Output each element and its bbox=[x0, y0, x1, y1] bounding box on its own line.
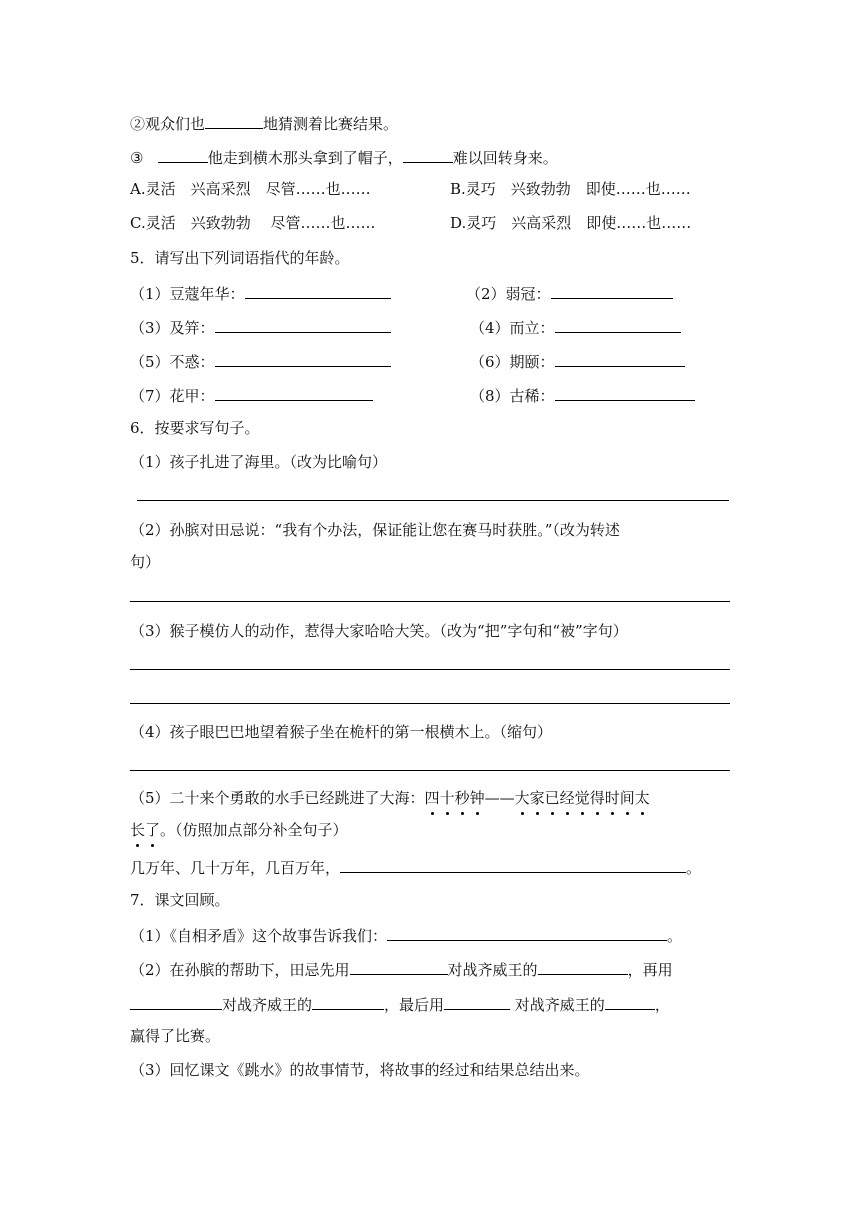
q7-title: 7．课文回顾。 bbox=[130, 891, 230, 909]
q6-sentence-2-line-2: 句） bbox=[130, 553, 161, 571]
q7-sentence-2-line-1: （2）在孙膑的帮助下，田忌先用 对战齐威王的 ，再用 bbox=[130, 958, 673, 980]
answer-line[interactable] bbox=[130, 770, 730, 771]
q6-title: 6．按要求写句子。 bbox=[130, 419, 260, 437]
q5-item-3: （3）及笄： bbox=[130, 316, 391, 338]
answer-blank[interactable] bbox=[403, 146, 453, 163]
q5-item-7: （7）花甲： bbox=[130, 384, 373, 406]
q6-sentence-5-fill: 几万年、几十万年，几百万年， 。 bbox=[130, 856, 701, 878]
q4-option-d[interactable]: D.灵巧 兴高采烈 即使……也…… bbox=[450, 214, 692, 232]
dotted-emphasis: 长了 bbox=[130, 821, 161, 839]
q5-item-8: （8）古稀： bbox=[470, 384, 695, 406]
q7-sentence-3: （3）回忆课文《跳水》的故事情节，将故事的经过和结果总结出来。 bbox=[130, 1061, 590, 1079]
q5-item-2: （2）弱冠： bbox=[466, 282, 673, 304]
answer-blank[interactable] bbox=[215, 316, 391, 333]
q4-sentence-3: ③ 他走到横木那头拿到了帽子， 难以回转身来。 bbox=[130, 146, 558, 168]
answer-line[interactable] bbox=[130, 669, 730, 670]
answer-blank[interactable] bbox=[130, 993, 222, 1010]
answer-blank[interactable] bbox=[312, 993, 384, 1010]
answer-blank[interactable] bbox=[245, 282, 391, 299]
q6-sentence-4: （4）孩子眼巴巴地望着猴子坐在桅杆的第一根横木上。（缩句） bbox=[130, 723, 553, 741]
q4-sentence-2: ②观众们也 地猜测着比赛结果。 bbox=[130, 112, 398, 134]
answer-blank[interactable] bbox=[387, 924, 667, 941]
answer-blank[interactable] bbox=[215, 350, 391, 367]
q7-sentence-2-line-3: 赢得了比赛。 bbox=[130, 1027, 221, 1045]
dotted-emphasis: 四十秒钟——大家已经觉得时间太 bbox=[424, 789, 650, 807]
q4-option-b[interactable]: B.灵巧 兴致勃勃 即使……也…… bbox=[450, 180, 691, 198]
q4-option-a[interactable]: A.灵活 兴高采烈 尽管……也…… bbox=[130, 180, 371, 198]
answer-blank[interactable] bbox=[350, 958, 448, 975]
q7-sentence-2-line-2: 对战齐威王的 ，最后用 对战齐威王的 ， bbox=[130, 993, 670, 1015]
q5-item-1: （1）豆蔻年华： bbox=[130, 282, 391, 304]
q5-item-5: （5）不惑： bbox=[130, 350, 391, 372]
answer-blank[interactable] bbox=[340, 856, 686, 873]
q6-sentence-5-line-1: （5）二十来个勇敢的水手已经跳进了大海：四十秒钟——大家已经觉得时间太 bbox=[130, 789, 650, 807]
answer-blank[interactable] bbox=[551, 282, 673, 299]
q6-sentence-2-line-1: （2）孙膑对田忌说：“我有个办法，保证能让您在赛马时获胜。”（改为转述 bbox=[130, 521, 620, 539]
answer-blank[interactable] bbox=[555, 350, 685, 367]
answer-blank[interactable] bbox=[538, 958, 628, 975]
q5-title: 5．请写出下列词语指代的年龄。 bbox=[130, 249, 350, 267]
answer-blank[interactable] bbox=[215, 384, 373, 401]
q7-sentence-1: （1）《自相矛盾》这个故事告诉我们： 。 bbox=[130, 924, 682, 946]
answer-line[interactable] bbox=[130, 703, 730, 704]
answer-blank[interactable] bbox=[158, 146, 208, 163]
answer-blank[interactable] bbox=[205, 112, 263, 129]
q6-sentence-3: （3）猴子模仿人的动作，惹得大家哈哈大笑。（改为“把”字句和“被”字句） bbox=[130, 622, 628, 640]
answer-line[interactable] bbox=[137, 500, 729, 501]
q5-item-6: （6）期颐： bbox=[470, 350, 685, 372]
q6-sentence-5-line-2: 长了。（仿照加点部分补全句子） bbox=[130, 821, 348, 839]
answer-blank[interactable] bbox=[444, 993, 510, 1010]
q5-item-4: （4）而立： bbox=[470, 316, 681, 338]
q6-sentence-1: （1）孩子扎进了海里。（改为比喻句） bbox=[130, 453, 388, 471]
answer-blank[interactable] bbox=[555, 384, 695, 401]
q4-option-c[interactable]: C.灵活 兴致勃勃 尽管……也…… bbox=[130, 214, 376, 232]
answer-blank[interactable] bbox=[605, 993, 655, 1010]
answer-line[interactable] bbox=[130, 601, 730, 602]
answer-blank[interactable] bbox=[555, 316, 681, 333]
